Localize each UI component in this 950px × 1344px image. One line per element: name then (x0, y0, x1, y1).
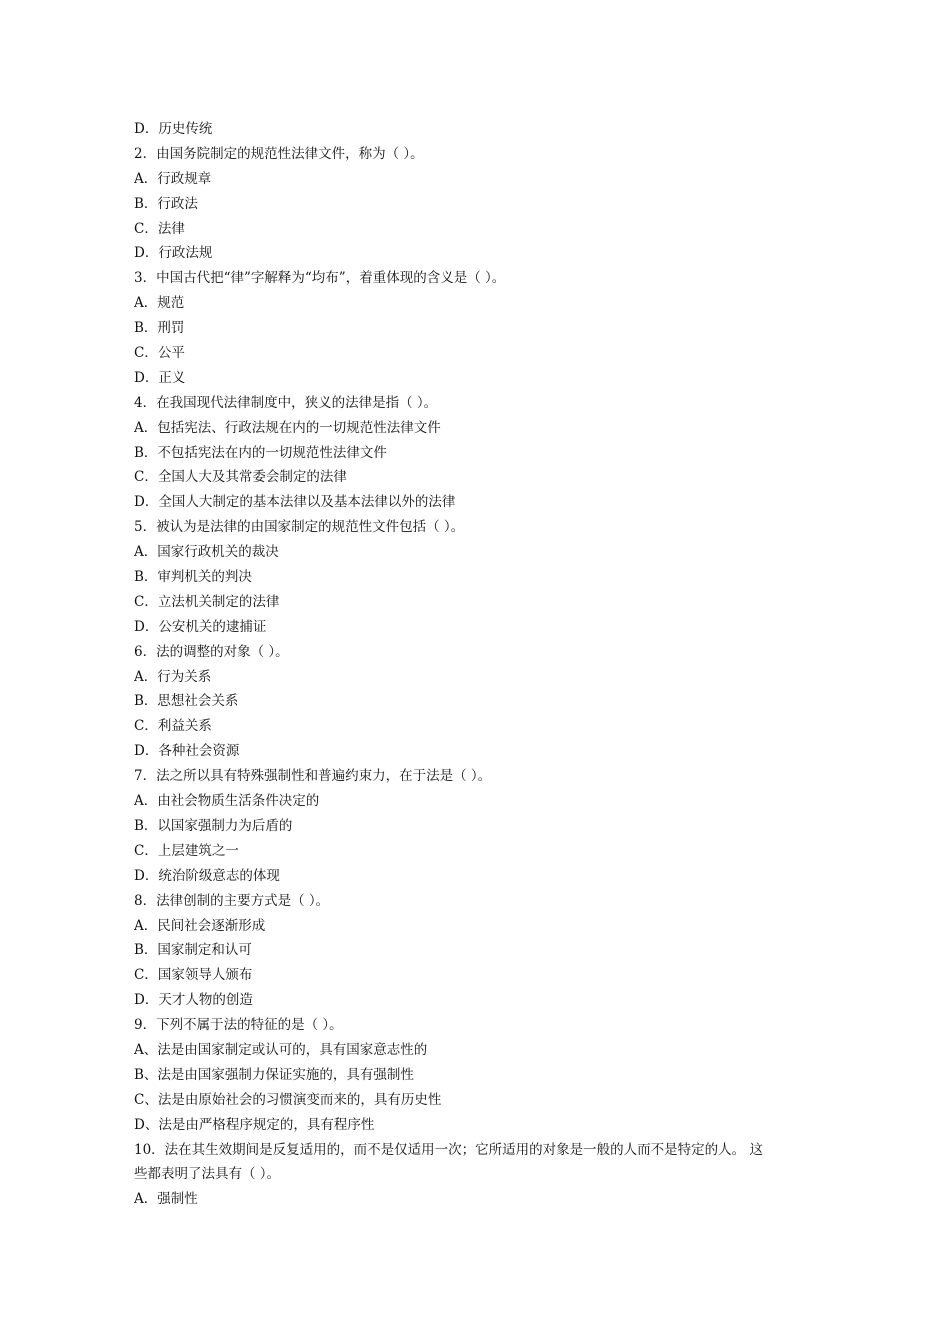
option-line: B．不包括宪法在内的一切规范性法律文件 (134, 444, 387, 461)
option-line: C．上层建筑之一 (134, 842, 239, 859)
option-line: D．天才人物的创造 (134, 992, 253, 1009)
option-line: B．行政法 (134, 195, 198, 212)
option-line: B．以国家强制力为后盾的 (134, 817, 293, 834)
option-line: A．强制性 (134, 1191, 198, 1208)
question-9: 9．下列不属于法的特征的是（ ）。 (134, 1017, 343, 1034)
option-line: C．全国人大及其常委会制定的法律 (134, 469, 347, 486)
option-line: D．公安机关的逮捕证 (134, 618, 267, 635)
option-line: A．行为关系 (134, 668, 212, 685)
option-line: B．思想社会关系 (134, 693, 239, 710)
question-8: 8．法律创制的主要方式是（ ）。 (134, 892, 330, 909)
option-line: A、法是由国家制定或认可的，具有国家意志性的 (134, 1041, 428, 1058)
option-line: C．法律 (134, 220, 185, 237)
option-line: D．全国人大制定的基本法律以及基本法律以外的法律 (134, 494, 456, 511)
option-line: D．各种社会资源 (134, 743, 240, 760)
question-4: 4．在我国现代法律制度中，狭义的法律是指（ ）。 (134, 394, 438, 411)
option-line: B．审判机关的判决 (134, 569, 252, 586)
option-line: D、法是由严格程序规定的，具有程序性 (134, 1116, 375, 1133)
option-line: B．国家制定和认可 (134, 942, 252, 959)
option-line: D．统治阶级意志的体现 (134, 867, 280, 884)
option-line: A．国家行政机关的裁决 (134, 544, 279, 561)
option-line: B、法是由国家强制力保证实施的，具有强制性 (134, 1066, 414, 1083)
question-6: 6．法的调整的对象（ ）。 (134, 643, 289, 660)
option-line: A．行政规章 (134, 170, 212, 187)
question-list (134, 117, 814, 1212)
question-10: 10．法在其生效期间是反复适用的，而不是仅适用一次；它所适用的对象是一般的人而不是特定的人。 这 (134, 1141, 763, 1158)
option-line: C．公平 (134, 345, 185, 362)
option-line: C、法是由原始社会的习惯演变而来的，具有历史性 (134, 1091, 442, 1108)
option-line: A．规范 (134, 295, 185, 312)
option-line: C．利益关系 (134, 718, 212, 735)
option-line: C．立法机关制定的法律 (134, 593, 280, 610)
option-line: C．国家领导人颁布 (134, 967, 253, 984)
option-line: A．由社会物质生活条件决定的 (134, 793, 320, 810)
question-10-continued: 些都表明了法具有（ ）。 (134, 1166, 281, 1183)
question-7: 7．法之所以具有特殊强制性和普遍约束力，在于法是（ ）。 (134, 768, 492, 785)
option-line: D．行政法规 (134, 245, 213, 262)
question-3: 3．中国古代把“律”字解释为“均布”，着重体现的含义是（ ）。 (134, 270, 506, 287)
text-line: D．历史传统 (134, 121, 213, 137)
option-line: A．包括宪法、行政法规在内的一切规范性法律文件 (134, 419, 441, 436)
option-line: D．正义 (134, 369, 186, 386)
question-5: 5．被认为是法律的由国家制定的规范性文件包括（ ）。 (134, 519, 465, 536)
option-line: A．民间社会逐渐形成 (134, 917, 266, 934)
question-2: 2．由国务院制定的规范性法律文件，称为（ ）。 (134, 145, 424, 162)
option-line: B．刑罚 (134, 320, 185, 337)
